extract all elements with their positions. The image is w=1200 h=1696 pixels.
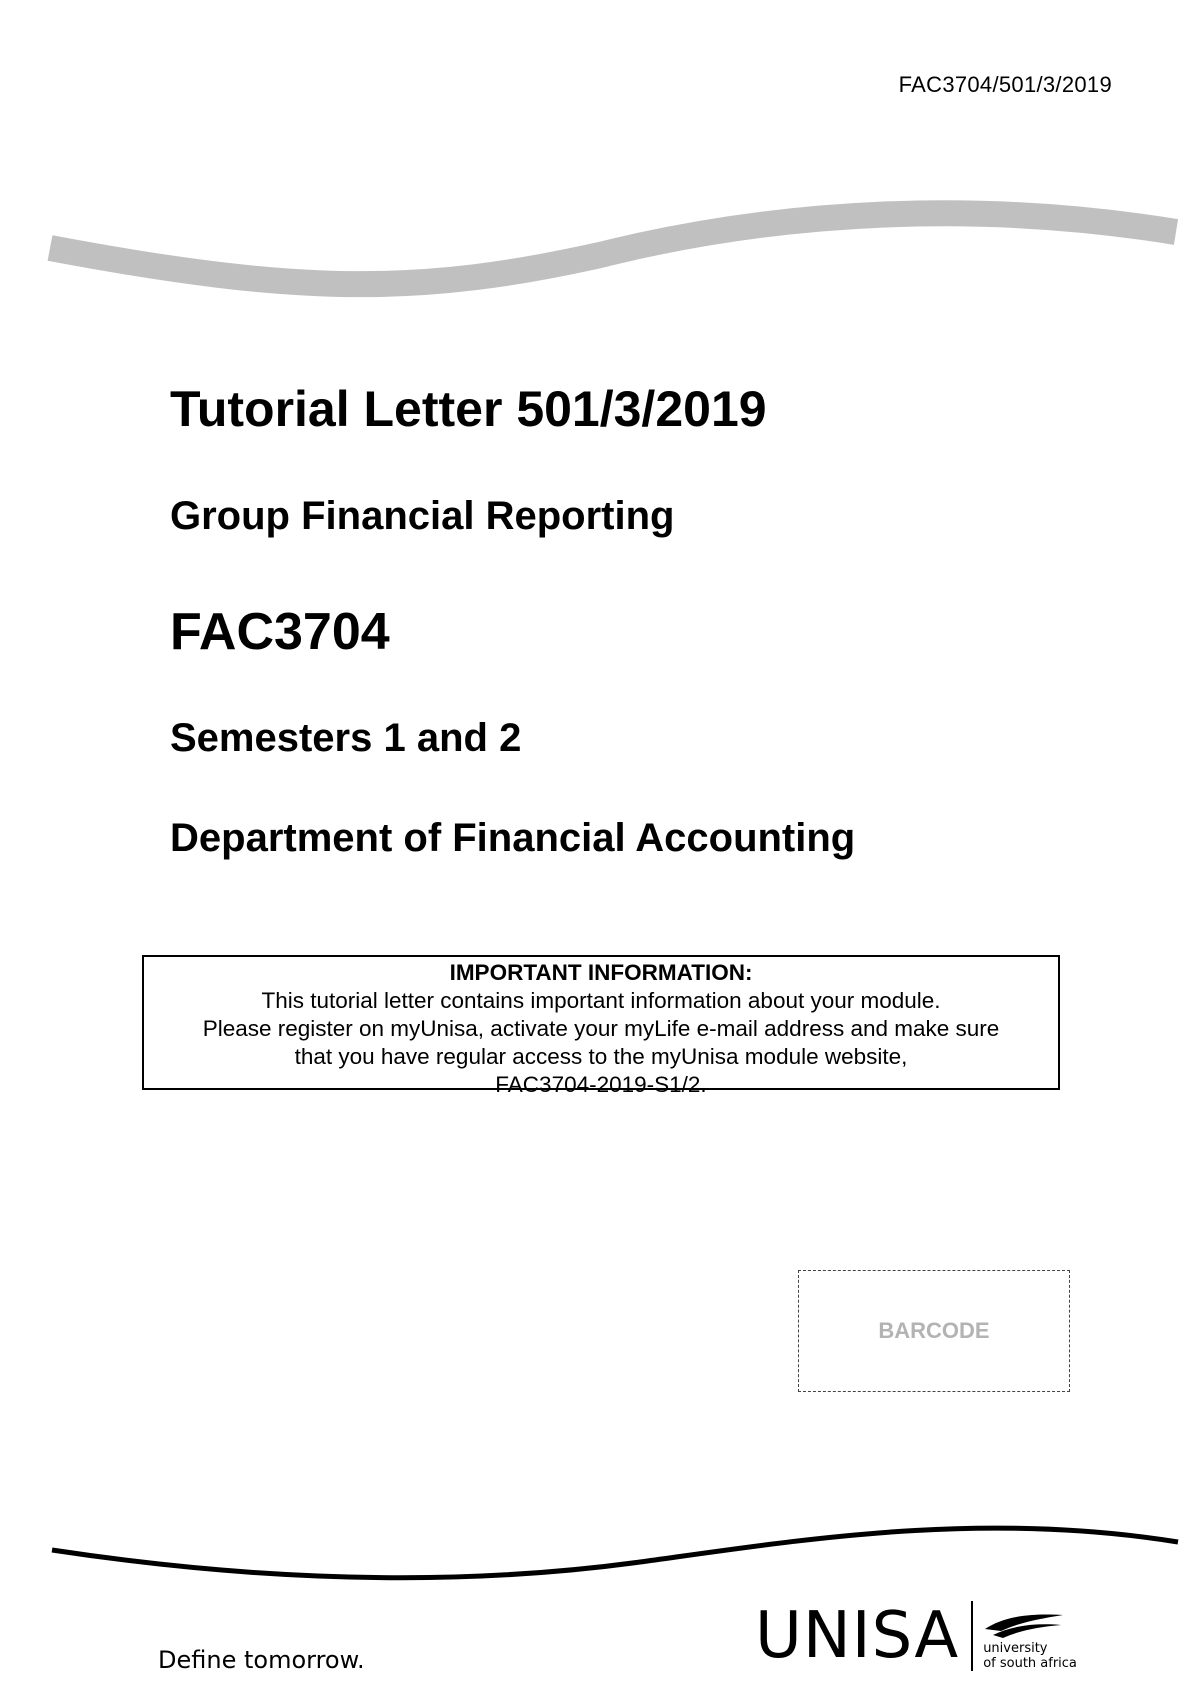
important-information-line: This tutorial letter contains important information about your module.	[261, 988, 941, 1013]
top-wave-decoration	[0, 180, 1200, 310]
logo-subtitle-line: of south africa	[983, 1656, 1077, 1671]
logo-subtitle-line: university	[983, 1641, 1048, 1656]
important-information-heading: IMPORTANT INFORMATION:	[449, 960, 753, 985]
bottom-wave-stroke	[52, 1528, 1178, 1578]
logo-divider	[971, 1601, 973, 1671]
module-name: Group Financial Reporting	[170, 494, 675, 538]
module-code: FAC3704	[170, 603, 390, 661]
unisa-logo	[755, 1600, 1077, 1672]
important-information-line: Please register on myUnisa, activate your myLife e-mail address and make sure	[202, 1016, 1000, 1041]
important-information-line: that you have regular access to the myUnisa module website,	[294, 1044, 908, 1069]
important-information-box	[142, 955, 1060, 1097]
important-information-line: FAC3704-2019-S1/2.	[495, 1072, 707, 1097]
barcode-placeholder	[798, 1270, 1070, 1392]
semesters: Semesters 1 and 2	[170, 716, 522, 760]
barcode-label: BARCODE	[878, 1318, 990, 1343]
unisa-bird-icon	[983, 1611, 1065, 1641]
bottom-wave-decoration	[0, 1500, 1200, 1590]
tutorial-letter-title: Tutorial Letter 501/3/2019	[170, 381, 767, 437]
unisa-wordmark: UNISA	[755, 1599, 960, 1673]
top-wave-stroke	[50, 213, 1176, 284]
document-reference: FAC3704/501/3/2019	[898, 72, 1112, 97]
tagline: Define tomorrow.	[158, 1646, 365, 1674]
department-name: Department of Financial Accounting	[170, 816, 856, 860]
